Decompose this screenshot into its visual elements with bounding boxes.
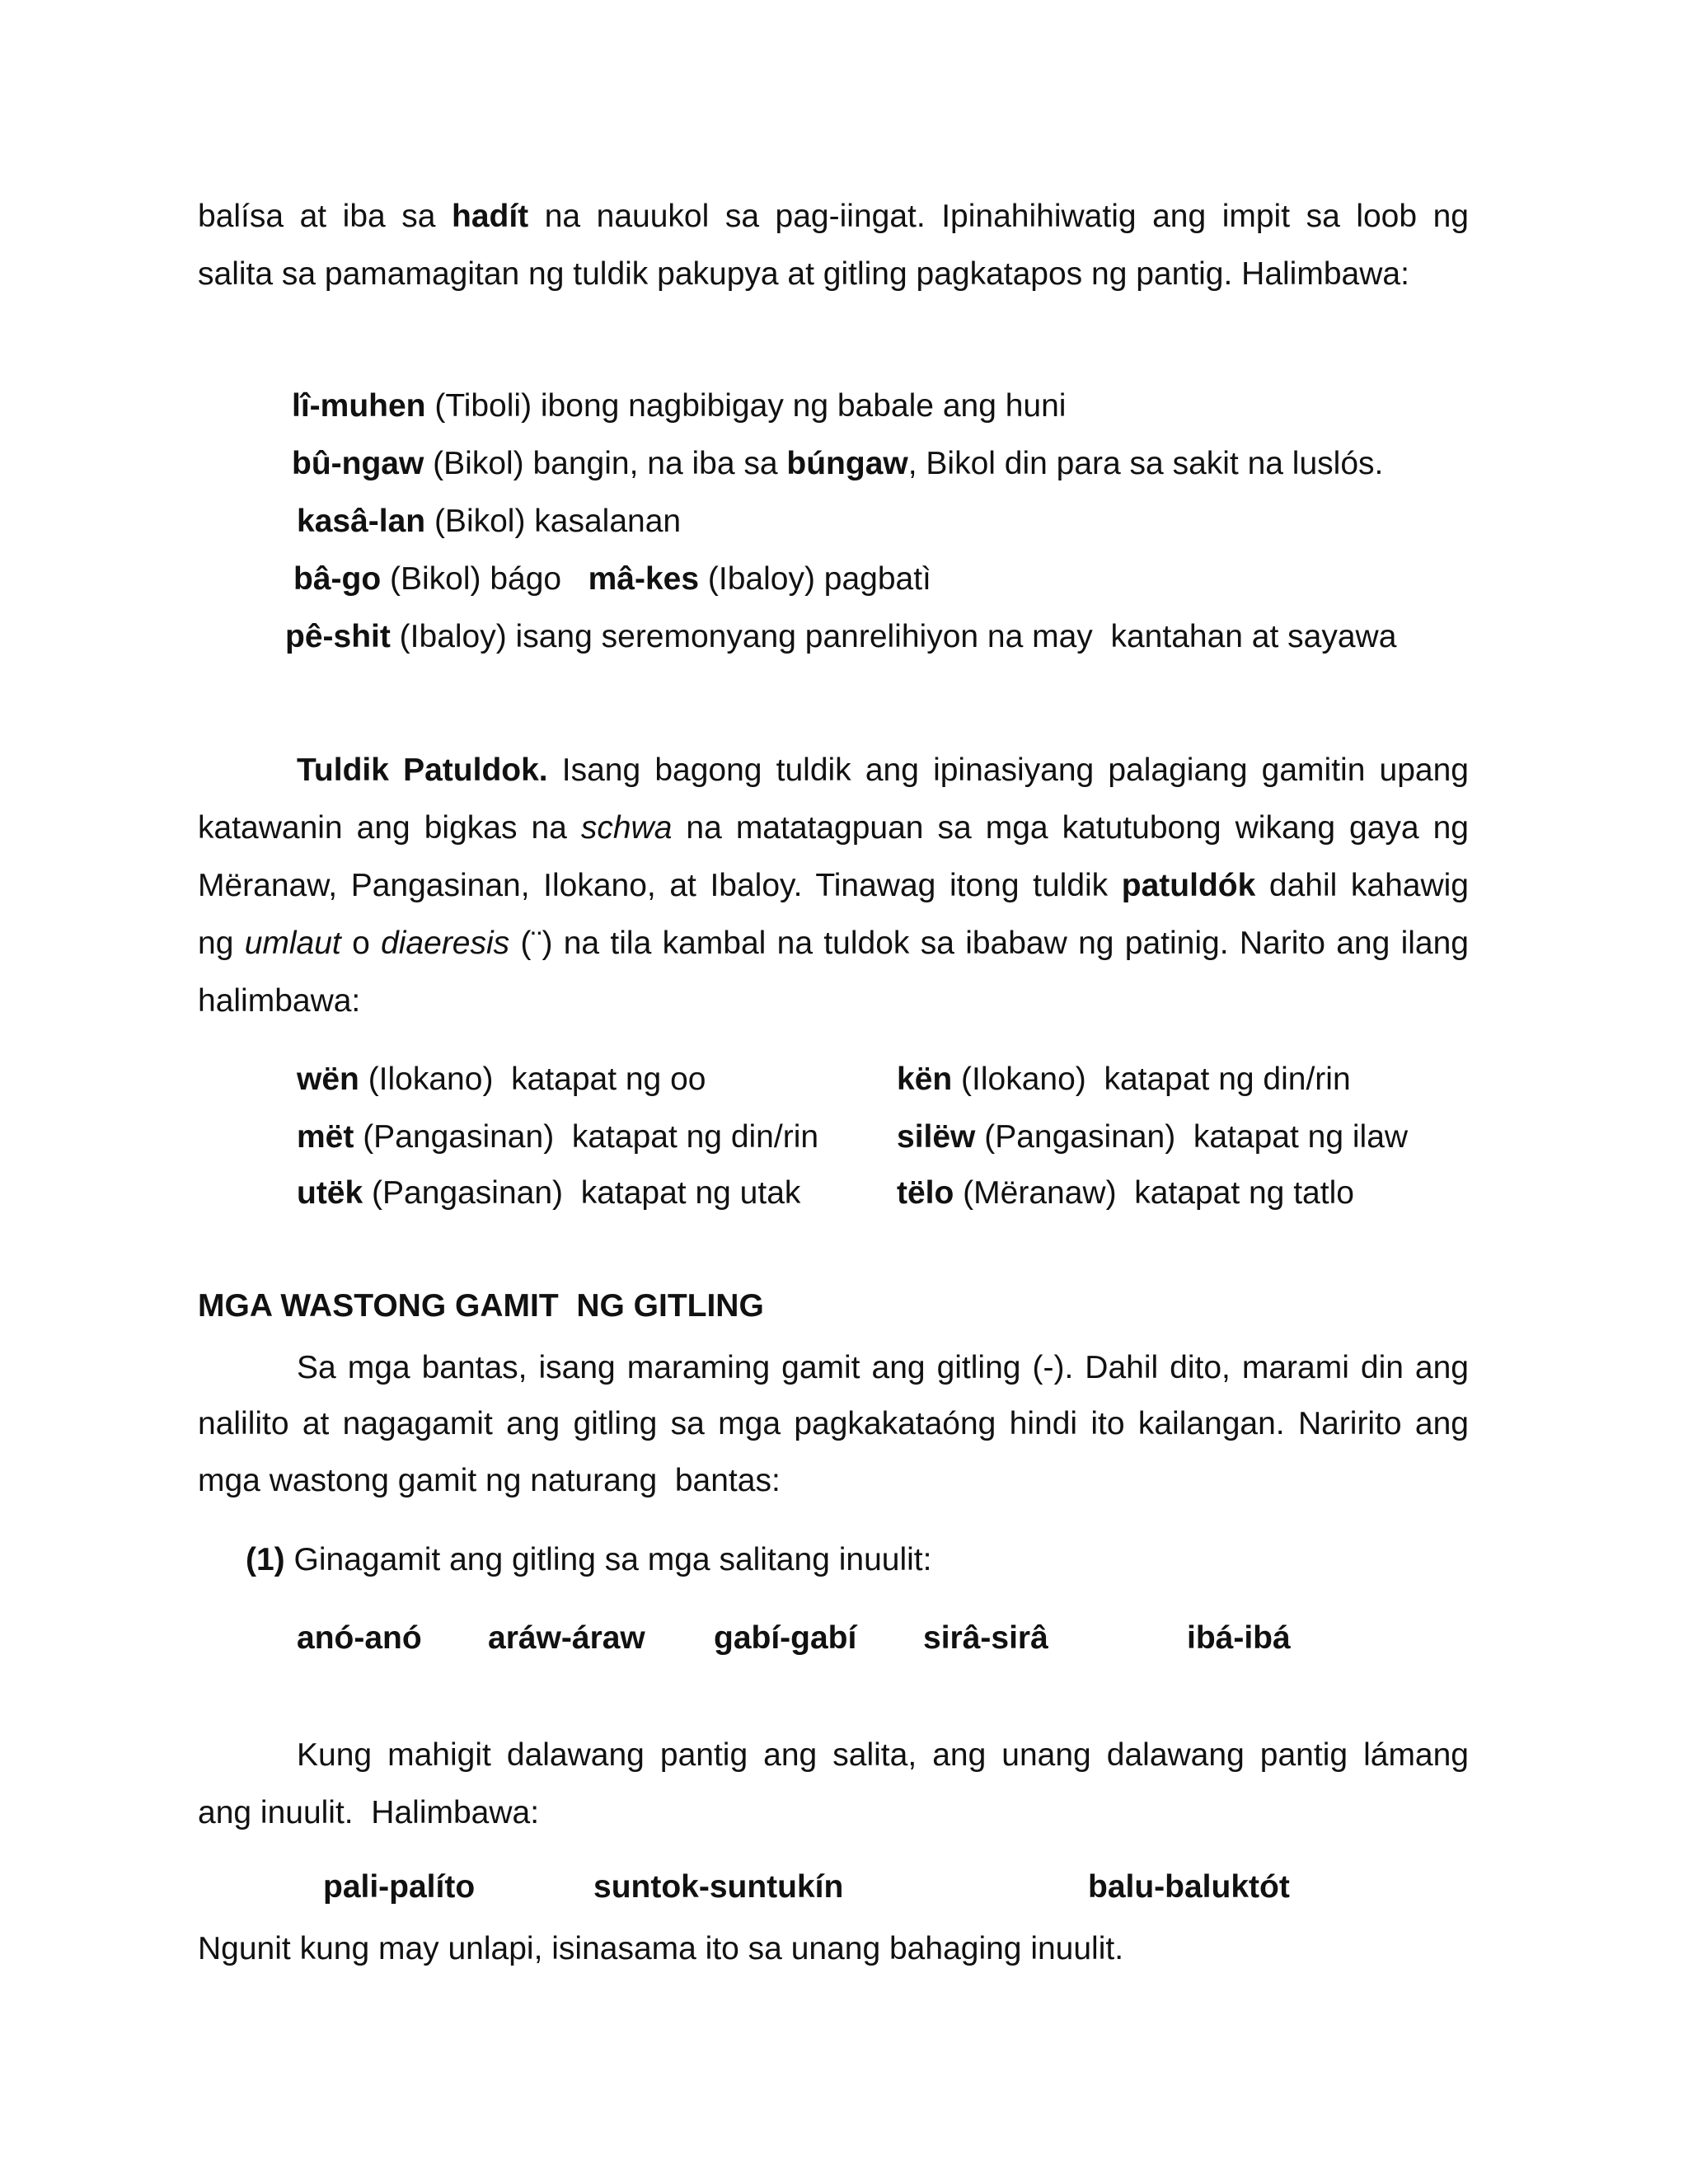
patuldok-example-3-left: utëk (Pangasinan) katapat ng utak <box>297 1175 801 1211</box>
section-heading: MGA WASTONG GAMIT NG GITLING <box>198 1288 764 1324</box>
rule-1-example: gabí-gabí <box>714 1620 857 1656</box>
paragraph-2-line-5: halimbawa: <box>198 983 361 1019</box>
rule-1-example: ibá-ibá <box>1187 1620 1291 1656</box>
rule-1: (1) Ginagamit ang gitling sa mga salitang inuulit: <box>246 1542 932 1577</box>
paragraph-2-title: Tuldik Patuldok. <box>297 752 548 788</box>
paragraph-3-line-3: mga wastong gamit ng naturang bantas: <box>198 1463 781 1498</box>
paragraph-3-line-2: nalilito at nagagamit ang gitling sa mga pagkakataóng hindi ito kailangan. Naririto ang <box>198 1406 1469 1441</box>
paragraph-4-example: balu-baluktót <box>1088 1869 1290 1905</box>
impit-example-4: bâ-go (Bikol) bágo mâ-kes (Ibaloy) pagbatì <box>293 561 931 597</box>
paragraph-2-line-4: ng umlaut o diaeresis (¨) na tila kambal na tuldok sa ibabaw ng patinig. Narito ang ilang <box>198 926 1469 961</box>
paragraph-2-line-2: katawanin ang bigkas na schwa na matatagpuan sa mga katutubong wikang gaya ng <box>198 810 1469 846</box>
paragraph-5: Ngunit kung may unlapi, isinasama ito sa unang bahaging inuulit. <box>198 1931 1124 1966</box>
paragraph-4-line-2: ang inuulit. Halimbawa: <box>198 1795 540 1830</box>
paragraph-2-line-3: Mëranaw, Pangasinan, Ilokano, at Ibaloy. Tinawag itong tuldik patuldók dahil kahawig <box>198 868 1469 903</box>
paragraph-1-line-1: balísa at iba sa hadít na nauukol sa pag-iingat. Ipinahihiwatig ang impit sa loob ng <box>198 199 1469 234</box>
patuldok-example-1-left: wën (Ilokano) katapat ng oo <box>297 1062 706 1097</box>
paragraph-3-line-1: Sa mga bantas, isang maraming gamit ang gitling (-). Dahil dito, marami din ang <box>297 1350 1469 1385</box>
impit-example-5: pê-shit (Ibaloy) isang seremonyang panrelihiyon na may kantahan at sayawa <box>285 619 1397 654</box>
patuldok-example-3-right: tëlo (Mëranaw) katapat ng tatlo <box>897 1175 1354 1211</box>
paragraph-1-line-2: salita sa pamamagitan ng tuldik pakupya at gitling pagkatapos ng pantig. Halimbawa: <box>198 256 1409 292</box>
paragraph-2-line-1: Tuldik Patuldok. Isang bagong tuldik ang ipinasiyang palagiang gamitin upang <box>297 752 1470 788</box>
paragraph-4-line-1: Kung mahigit dalawang pantig ang salita, ang unang dalawang pantig lámang <box>297 1737 1469 1773</box>
paragraph-4-example: pali-palíto <box>323 1869 476 1905</box>
patuldok-example-2-left: mët (Pangasinan) katapat ng din/rin <box>297 1119 819 1155</box>
impit-example-3: kasâ-lan (Bikol) kasalanan <box>297 504 682 539</box>
impit-example-1: lî-muhen (Tiboli) ibong nagbibigay ng babale ang huni <box>292 388 1067 424</box>
rule-1-example: aráw-áraw <box>488 1620 645 1656</box>
rule-1-example: anó-anó <box>297 1620 422 1656</box>
patuldok-example-2-right: silëw (Pangasinan) katapat ng ilaw <box>897 1119 1409 1155</box>
rule-number: (1) <box>246 1542 285 1577</box>
rule-1-example: sirâ-sirâ <box>923 1620 1048 1656</box>
impit-example-2: bû-ngaw (Bikol) bangin, na iba sa búngaw, Bikol din para sa sakit na luslós. <box>292 446 1384 481</box>
bold-term: hadít <box>452 199 529 234</box>
patuldok-example-1-right: kën (Ilokano) katapat ng din/rin <box>897 1062 1351 1097</box>
paragraph-4-example: suntok-suntukín <box>593 1869 844 1905</box>
